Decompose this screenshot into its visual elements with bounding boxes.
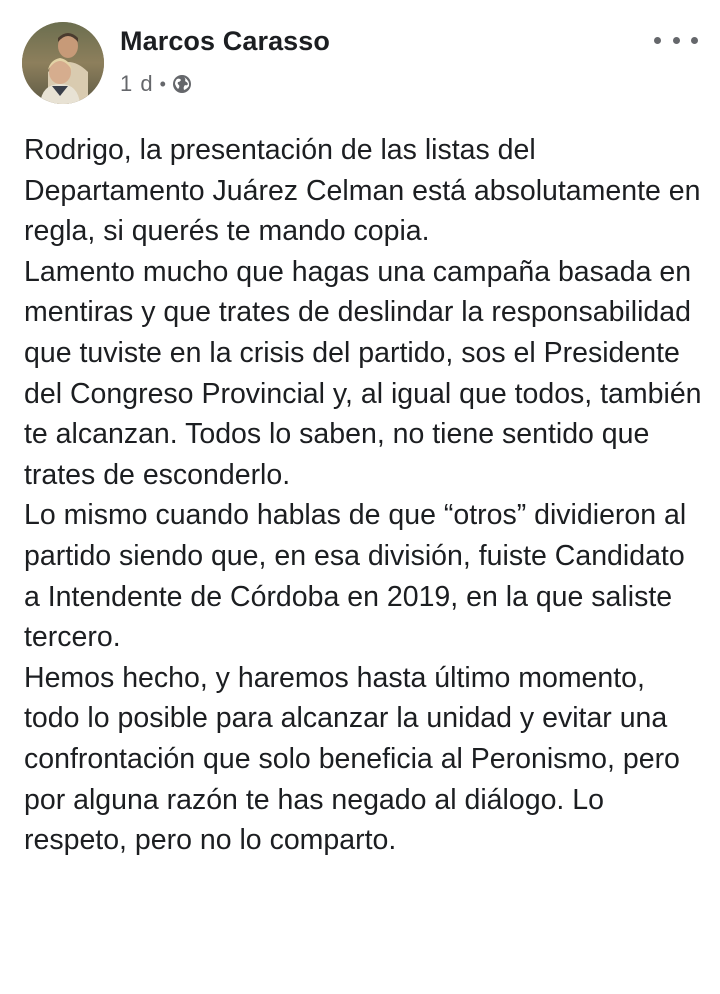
post-meta [120,70,192,98]
more-options-icon [654,37,661,44]
avatar[interactable] [22,22,104,104]
post-paragraph: Lo mismo cuando hablas de que “otros” dividieron al partido siendo que, en esa división, fuiste Candidato a Intendente de Córdoba en 2019, en la que saliste tercero. [24,499,687,654]
post-paragraph: Rodrigo, la presentación de las listas del Departamento Juárez Celman está absolutamente en regla, si querés te mando copia. [24,134,701,248]
post-header [22,22,698,106]
more-options-icon [673,37,680,44]
post-paragraph: Lamento mucho que hagas una campaña basada en mentiras y que trates de deslindar la responsabilidad que tuviste en la crisis del partido, sos el Presidente del Congreso Provincial y, al igual que todos, también te alcanzan. Todos lo saben, no tiene sentido que trates de esconderlo. [24,255,702,491]
author-name[interactable]: Marcos Carasso [120,26,331,56]
globe-icon[interactable] [172,74,192,94]
more-options-button[interactable] [654,28,698,52]
post-paragraph: Hemos hecho, y haremos hasta último momento, todo lo posible para alcanzar la unidad y evitar una confrontación que solo beneficia al Peronismo, pero por alguna razón te has negado al diálogo. Lo respeto, pero no lo comparto. [24,661,680,857]
avatar-photo [22,22,104,104]
post-text [24,130,704,861]
more-options-icon [691,37,698,44]
post-timestamp[interactable]: 1 d [120,71,154,96]
meta-separator: • [159,73,166,94]
